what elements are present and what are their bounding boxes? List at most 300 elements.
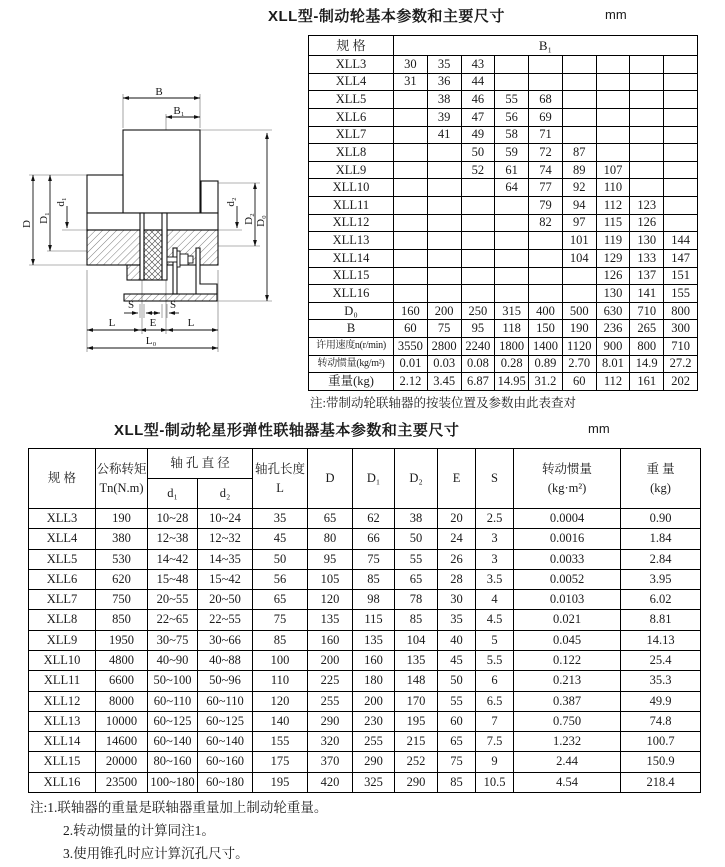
table-cell: 190 [562, 320, 596, 338]
section2-unit-label: mm [588, 421, 610, 436]
table-cell [596, 73, 630, 91]
table-cell [664, 108, 698, 126]
inertia-label-line2: (kg·m²) [547, 480, 587, 495]
table-cell: 36 [427, 73, 461, 91]
row-label: XLL6 [29, 569, 96, 589]
table-cell: 62 [353, 509, 395, 529]
row-label: XLL4 [29, 529, 96, 549]
gap-slot-right [162, 213, 167, 280]
table-cell: 1120 [562, 338, 596, 356]
row-label: B [309, 320, 394, 338]
table-cell: 3.95 [621, 569, 701, 589]
table-row [29, 630, 701, 650]
table-cell: 0.90 [621, 509, 701, 529]
table-cell: 170 [395, 691, 438, 711]
table-row [29, 610, 701, 630]
table-cell: 2.84 [621, 549, 701, 569]
brake-wheel-section [123, 130, 200, 213]
table-cell: 74 [529, 161, 563, 179]
table-cell [630, 108, 664, 126]
table-cell: 50~96 [198, 671, 253, 691]
table-cell: 147 [664, 249, 698, 267]
table-cell [427, 179, 461, 197]
weight-label-line1: 重 量 [646, 461, 675, 476]
table-cell: 22~55 [198, 610, 253, 630]
table-cell: 0.08 [461, 355, 495, 373]
table-cell: 26 [438, 549, 476, 569]
row-label: XLL14 [29, 732, 96, 752]
table-cell: 75 [253, 610, 308, 630]
table-cell: 14~42 [148, 549, 198, 569]
row-label: XLL3 [29, 509, 96, 529]
table-cell: 218.4 [621, 772, 701, 792]
table-cell: 10~24 [198, 509, 253, 529]
table-cell: 31.2 [529, 373, 563, 391]
table-cell: 120 [253, 691, 308, 711]
table-cell: 530 [96, 549, 148, 569]
row-label: XLL9 [309, 161, 394, 179]
table-cell: 148 [395, 671, 438, 691]
left-hub-hatch [87, 230, 140, 265]
table-cell: 225 [308, 671, 353, 691]
table-cell [427, 232, 461, 250]
dim-label-L-left: L [108, 317, 116, 329]
table-cell: 1.232 [514, 732, 621, 752]
table-cell: 6.87 [461, 373, 495, 391]
table2-header-spec: 规 格 [29, 449, 96, 509]
table-cell: 195 [253, 772, 308, 792]
table-row [309, 373, 698, 391]
table-row [309, 56, 698, 74]
table-cell: 290 [395, 772, 438, 792]
table-cell [630, 161, 664, 179]
table-cell: 30~66 [198, 630, 253, 650]
table-cell [495, 267, 529, 285]
table-cell: 55 [438, 691, 476, 711]
row-label: XLL7 [29, 590, 96, 610]
row-label: XLL8 [309, 144, 394, 162]
table-cell: 14.13 [621, 630, 701, 650]
table2-header-d1: d₁ [148, 479, 198, 509]
table-cell: 38 [427, 91, 461, 109]
table-cell: 400 [529, 302, 563, 320]
table-cell: 87 [562, 144, 596, 162]
table-cell: 60~125 [198, 711, 253, 731]
dim-label-E: E [149, 317, 157, 329]
table-cell: 24 [438, 529, 476, 549]
table-cell: 255 [308, 691, 353, 711]
table-cell: 0.387 [514, 691, 621, 711]
table-cell: 60~125 [148, 711, 198, 731]
row-label: XLL12 [309, 214, 394, 232]
table-cell: 202 [664, 373, 698, 391]
table-cell: 60~140 [198, 732, 253, 752]
table-cell: 6 [476, 671, 514, 691]
table-cell: 8000 [96, 691, 148, 711]
table-cell: 140 [253, 711, 308, 731]
table-cell: 35.3 [621, 671, 701, 691]
table-cell: 2800 [427, 338, 461, 356]
table-cell: 39 [427, 108, 461, 126]
row-label: XLL3 [309, 56, 394, 74]
weight-label-line2: (kg) [650, 480, 671, 495]
table-cell: 0.89 [529, 355, 563, 373]
table-cell: 144 [664, 232, 698, 250]
torque-label-line1: 公称转矩 [96, 461, 147, 476]
table-cell: 104 [562, 249, 596, 267]
table-cell [394, 197, 428, 215]
table-cell: 180 [353, 671, 395, 691]
table-row [309, 355, 698, 373]
table-row [29, 732, 701, 752]
table-cell [562, 267, 596, 285]
table-cell: 315 [495, 302, 529, 320]
table-cell: 120 [308, 590, 353, 610]
table-cell: 10.5 [476, 772, 514, 792]
table-cell: 325 [353, 772, 395, 792]
table-cell: 45 [438, 650, 476, 670]
table-cell: 710 [664, 338, 698, 356]
table-cell: 230 [353, 711, 395, 731]
row-label: XLL6 [309, 108, 394, 126]
table-cell: 65 [253, 590, 308, 610]
dim-label-D0: D₀ [255, 215, 267, 227]
table2-header-inertia [514, 449, 621, 509]
table-cell: 60~160 [198, 752, 253, 772]
table-cell: 15~42 [198, 569, 253, 589]
row-label: XLL16 [309, 285, 394, 303]
table-cell: 1950 [96, 630, 148, 650]
table-cell: 50 [438, 671, 476, 691]
table-cell: 3.45 [427, 373, 461, 391]
bore-length-line2: L [276, 480, 284, 495]
inertia-label-line1: 转动惯量 [542, 461, 593, 476]
row-label: 转动惯量(kg/m²) [309, 355, 394, 373]
table-cell: 22~65 [148, 610, 198, 630]
table-cell [461, 197, 495, 215]
wheel-web-plate [173, 248, 177, 294]
dim-label-S-right: S [169, 299, 177, 311]
table-cell: 0.213 [514, 671, 621, 691]
table-cell [630, 144, 664, 162]
table2-header-D: D [308, 449, 353, 509]
table-cell: 370 [308, 752, 353, 772]
table-cell: 129 [596, 249, 630, 267]
table-cell: 130 [630, 232, 664, 250]
technical-drawing [20, 58, 280, 358]
table-cell: 155 [253, 732, 308, 752]
table-cell [461, 232, 495, 250]
gap-slot-left [140, 213, 144, 280]
row-label: XLL10 [309, 179, 394, 197]
table-cell: 10~28 [148, 509, 198, 529]
table-row [29, 772, 701, 792]
table-cell: 126 [630, 214, 664, 232]
table-cell: 85 [438, 772, 476, 792]
table-cell: 100~180 [148, 772, 198, 792]
row-label: XLL16 [29, 772, 96, 792]
table-cell: 27.2 [664, 355, 698, 373]
row-label: XLL9 [29, 630, 96, 650]
table-cell: 71 [529, 126, 563, 144]
dim-label-D: D [21, 220, 33, 228]
table-cell: 2.44 [514, 752, 621, 772]
footnote-line: 2.转动惯量的计算同注1。 [63, 823, 215, 838]
table-cell: 155 [664, 285, 698, 303]
table-cell: 135 [353, 630, 395, 650]
table-cell: 95 [308, 549, 353, 569]
bolt-head [180, 254, 188, 265]
table-cell: 290 [353, 752, 395, 772]
table-cell: 250 [461, 302, 495, 320]
table-cell [596, 91, 630, 109]
table-cell: 135 [308, 610, 353, 630]
table-cell: 40~88 [198, 650, 253, 670]
section2-title: XLL型-制动轮星形弹性联轴器基本参数和主要尺寸 [114, 422, 460, 439]
table-cell [394, 285, 428, 303]
table-cell: 31 [394, 73, 428, 91]
table-cell: 75 [427, 320, 461, 338]
table-row [309, 161, 698, 179]
table-cell [495, 197, 529, 215]
table-cell: 141 [630, 285, 664, 303]
table-cell: 75 [353, 549, 395, 569]
table-cell [427, 267, 461, 285]
table-cell: 130 [596, 285, 630, 303]
table-cell: 30 [438, 590, 476, 610]
table-cell: 77 [529, 179, 563, 197]
table1-header-spec: 规 格 [309, 36, 394, 56]
table-cell: 14600 [96, 732, 148, 752]
table-cell [394, 214, 428, 232]
table-cell: 110 [253, 671, 308, 691]
table-cell: 1800 [495, 338, 529, 356]
table-cell: 1400 [529, 338, 563, 356]
table-cell: 0.0016 [514, 529, 621, 549]
table2-header-row1 [29, 449, 701, 479]
dim-label-B: B [155, 86, 163, 98]
table-cell: 0.0103 [514, 590, 621, 610]
table-cell: 1.84 [621, 529, 701, 549]
table-cell [427, 249, 461, 267]
table-cell [562, 91, 596, 109]
table-cell [529, 285, 563, 303]
coupling-band-section [87, 213, 218, 230]
table-cell: 95 [461, 320, 495, 338]
table-cell: 82 [529, 214, 563, 232]
elastic-star-element [144, 230, 162, 280]
row-label: XLL13 [309, 232, 394, 250]
table-cell: 49 [461, 126, 495, 144]
table-cell: 900 [596, 338, 630, 356]
table1-note: 注:带制动轮联轴器的按装位置及参数由此表查对 [310, 396, 576, 410]
table2-header-S: S [476, 449, 514, 509]
table-cell: 710 [630, 302, 664, 320]
table-cell: 151 [664, 267, 698, 285]
table2-header-bore-dia: 轴 孔 直 径 [148, 449, 253, 479]
table-cell [427, 285, 461, 303]
table2-header-d2: d₂ [198, 479, 253, 509]
table-cell: 161 [630, 373, 664, 391]
table-cell: 135 [395, 650, 438, 670]
table-cell: 10000 [96, 711, 148, 731]
table-cell: 98 [353, 590, 395, 610]
table-cell: 59 [495, 144, 529, 162]
table-row [29, 590, 701, 610]
table-cell: 160 [394, 302, 428, 320]
table-cell [529, 249, 563, 267]
table-cell: 126 [596, 267, 630, 285]
brake-wheel-params-table [308, 35, 698, 391]
table2-header-D2: D₂ [395, 449, 438, 509]
section-geometry [87, 130, 218, 301]
table-row [29, 691, 701, 711]
dim-label-d1: d₁ [55, 197, 67, 207]
table-cell [427, 197, 461, 215]
table-cell: 64 [495, 179, 529, 197]
table-cell [529, 73, 563, 91]
table-cell: 55 [495, 91, 529, 109]
table-cell [664, 126, 698, 144]
footnote-line: 3.使用锥孔时应计算沉孔尺寸。 [63, 846, 249, 861]
table-row [309, 267, 698, 285]
table-cell: 74.8 [621, 711, 701, 731]
table-cell: 60~110 [198, 691, 253, 711]
table-row [309, 91, 698, 109]
table-cell: 44 [461, 73, 495, 91]
table-cell [630, 126, 664, 144]
table-cell [596, 144, 630, 162]
table-cell: 160 [308, 630, 353, 650]
table-cell: 94 [562, 197, 596, 215]
table-cell: 47 [461, 108, 495, 126]
table-cell: 0.0052 [514, 569, 621, 589]
table-cell: 49.9 [621, 691, 701, 711]
table-cell [630, 91, 664, 109]
row-label: 重量(kg) [309, 373, 394, 391]
bore-length-line1: 轴孔长度 [255, 461, 306, 476]
table-cell: 85 [253, 630, 308, 650]
table-cell: 43 [461, 56, 495, 74]
table-cell [394, 144, 428, 162]
table-cell [596, 56, 630, 74]
table-cell [664, 214, 698, 232]
table-cell: 150 [529, 320, 563, 338]
bolt-shaft [167, 257, 177, 262]
table-cell [664, 197, 698, 215]
table-row [309, 214, 698, 232]
table-cell: 118 [495, 320, 529, 338]
table-cell: 2.12 [394, 373, 428, 391]
table-cell: 4.5 [476, 610, 514, 630]
table-cell [427, 161, 461, 179]
table-cell: 35 [427, 56, 461, 74]
table-cell: 12~38 [148, 529, 198, 549]
table2-header-bore-length [253, 449, 308, 509]
table-cell: 78 [395, 590, 438, 610]
table-cell: 195 [395, 711, 438, 731]
dim-label-D2: D₂ [243, 213, 255, 225]
table-cell: 80 [308, 529, 353, 549]
table-cell: 0.01 [394, 355, 428, 373]
table1-header-b1: B₁ [394, 36, 698, 56]
table-cell: 92 [562, 179, 596, 197]
table-cell: 0.021 [514, 610, 621, 630]
table-cell: 105 [308, 569, 353, 589]
dim-label-D1: D₁ [38, 212, 50, 224]
dim-label-B1: B₁ [173, 105, 185, 117]
table-cell: 12~32 [198, 529, 253, 549]
table-cell: 58 [495, 126, 529, 144]
table-cell: 56 [495, 108, 529, 126]
table-cell: 5.5 [476, 650, 514, 670]
table-cell: 100.7 [621, 732, 701, 752]
table-cell: 175 [253, 752, 308, 772]
table-row [309, 285, 698, 303]
table-cell [461, 267, 495, 285]
table-cell: 20~50 [198, 590, 253, 610]
table-row [309, 126, 698, 144]
table-cell: 15~48 [148, 569, 198, 589]
table-cell [394, 267, 428, 285]
table-cell: 620 [96, 569, 148, 589]
table-cell: 252 [395, 752, 438, 772]
table-cell: 750 [96, 590, 148, 610]
table-cell: 2.5 [476, 509, 514, 529]
table-cell: 23500 [96, 772, 148, 792]
table-cell: 104 [395, 630, 438, 650]
table-cell [562, 126, 596, 144]
table-cell [495, 214, 529, 232]
table-cell: 35 [253, 509, 308, 529]
table-cell [394, 108, 428, 126]
table-cell [427, 144, 461, 162]
table-cell [630, 179, 664, 197]
table-cell: 9 [476, 752, 514, 772]
table-cell: 30~75 [148, 630, 198, 650]
row-label: XLL5 [309, 91, 394, 109]
row-label: XLL7 [309, 126, 394, 144]
table1-header-row [309, 36, 698, 56]
left-hub-step-hatch [127, 265, 140, 280]
table-row [29, 509, 701, 529]
table-cell: 112 [596, 197, 630, 215]
table-cell: 500 [562, 302, 596, 320]
table-row [29, 569, 701, 589]
table-cell [427, 214, 461, 232]
table-cell: 50 [395, 529, 438, 549]
table-cell [562, 56, 596, 74]
table-cell: 0.28 [495, 355, 529, 373]
table-cell [461, 179, 495, 197]
table-cell [495, 232, 529, 250]
table-cell: 45 [253, 529, 308, 549]
row-label: 许用速度n(r/min) [309, 338, 394, 356]
table-cell [394, 161, 428, 179]
table-row [309, 108, 698, 126]
table-cell [461, 214, 495, 232]
table-cell: 3.5 [476, 569, 514, 589]
table-cell: 55 [395, 549, 438, 569]
table2-header-weight [621, 449, 701, 509]
table-cell: 265 [630, 320, 664, 338]
row-label: XLL12 [29, 691, 96, 711]
table-cell [495, 285, 529, 303]
table-cell: 60 [438, 711, 476, 731]
table-cell [596, 126, 630, 144]
table-cell: 40 [438, 630, 476, 650]
table-cell: 38 [395, 509, 438, 529]
